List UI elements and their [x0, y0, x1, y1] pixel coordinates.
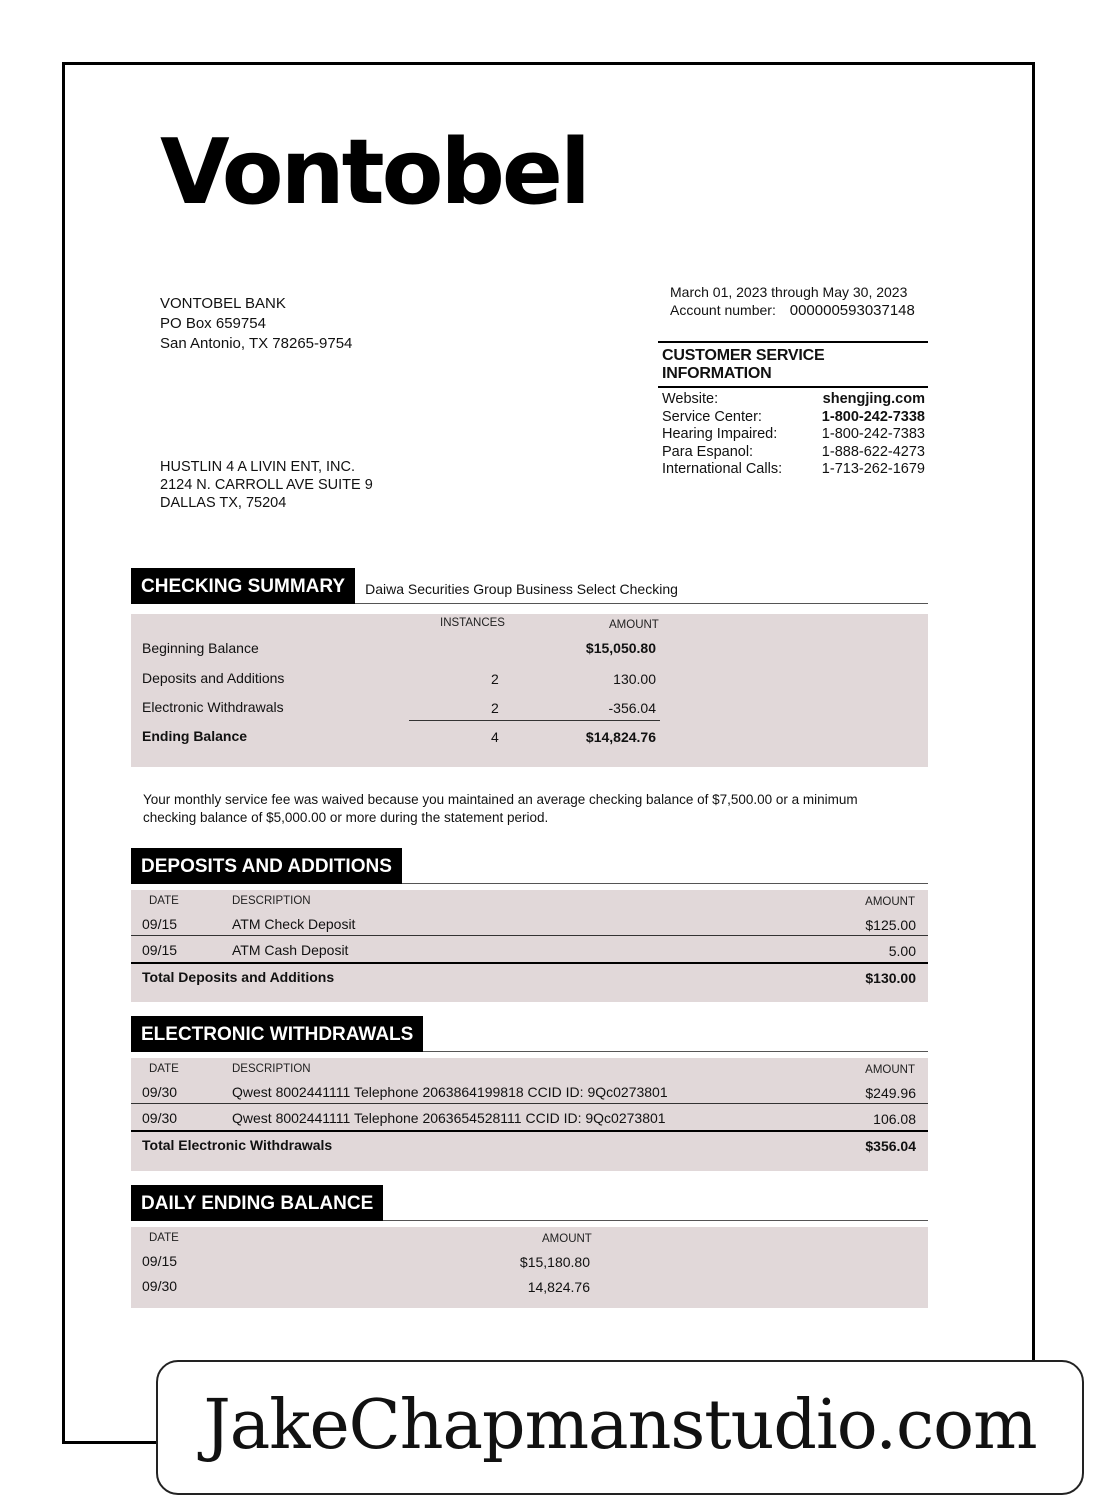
section-rule — [402, 847, 928, 884]
csi-value: 1-713-262-1679 — [821, 461, 925, 477]
col-description: DESCRIPTION — [232, 1063, 311, 1075]
summary-instances: 4 — [491, 729, 499, 745]
deposits-header — [131, 848, 928, 884]
watermark-banner: JakeChapmanstudio.com — [156, 1360, 1084, 1495]
section-rule — [423, 1015, 928, 1052]
col-description: DESCRIPTION — [232, 895, 311, 907]
bank-logo: Vontobel — [160, 120, 588, 225]
csi-label: Hearing Impaired: — [662, 426, 778, 442]
col-date: DATE — [149, 1063, 179, 1075]
recipient-address-line1: 2124 N. CARROLL AVE SUITE 9 — [160, 477, 373, 493]
deposit-date: 09/15 — [142, 942, 178, 958]
bank-address-line2: San Antonio, TX 78265-9754 — [160, 335, 353, 352]
summary-label: Deposits and Additions — [142, 670, 285, 686]
balance-date: 09/15 — [142, 1253, 178, 1269]
section-rule — [383, 1184, 928, 1221]
withdrawals-total: $356.04 — [865, 1138, 916, 1154]
csi-website[interactable]: shengjing.com — [822, 391, 925, 407]
deposit-description: ATM Cash Deposit — [232, 942, 349, 958]
withdrawal-date: 09/30 — [142, 1084, 178, 1100]
total-divider — [131, 962, 928, 964]
bank-name: VONTOBEL BANK — [160, 295, 286, 312]
withdrawal-amount: 106.08 — [873, 1111, 916, 1127]
deposits-total: $130.00 — [865, 970, 916, 986]
withdrawal-description: Qwest 8002441111 Telephone 2063654528111 CCID ID: 9Qc0273801 — [232, 1110, 666, 1126]
withdrawals-panel — [131, 1058, 928, 1171]
recipient-name: HUSTLIN 4 A LIVIN ENT, INC. — [160, 459, 355, 475]
withdrawal-description: Qwest 8002441111 Telephone 2063864199818 CCID ID: 9Qc0273801 — [232, 1084, 668, 1100]
row-divider — [131, 935, 928, 936]
balance-amount: $15,180.80 — [519, 1254, 590, 1270]
total-divider — [131, 1130, 928, 1132]
csi-label: Website: — [662, 391, 719, 407]
csi-value: 1-800-242-7338 — [821, 408, 925, 425]
summary-instances: 2 — [491, 700, 499, 716]
csi-row — [658, 391, 928, 409]
csi-row — [658, 461, 928, 479]
csi-row — [658, 409, 928, 427]
balance-amount: 14,824.76 — [527, 1279, 590, 1295]
csi-value: 1-800-242-7383 — [821, 426, 925, 442]
section-title: DAILY ENDING BALANCE — [131, 1185, 383, 1221]
deposits-total-label: Total Deposits and Additions — [142, 969, 335, 985]
deposit-date: 09/15 — [142, 916, 178, 932]
col-date: DATE — [149, 1232, 179, 1244]
section-title: CHECKING SUMMARY — [131, 568, 355, 604]
summary-amount: $15,050.80 — [585, 640, 656, 656]
csi-label: Para Espanol: — [662, 443, 754, 460]
csi-row — [658, 444, 928, 462]
withdrawal-date: 09/30 — [142, 1110, 178, 1126]
summary-instances: 2 — [491, 671, 499, 687]
summary-divider — [409, 720, 660, 721]
section-title: DEPOSITS AND ADDITIONS — [131, 848, 402, 884]
col-amount: AMOUNT — [542, 1233, 592, 1245]
csi-label: Service Center: — [662, 408, 762, 425]
account-number: 000000593037148 — [789, 302, 915, 319]
daily-balance-panel — [131, 1227, 928, 1308]
recipient-address-line2: DALLAS TX, 75204 — [160, 495, 287, 511]
customer-service-box — [658, 341, 928, 479]
deposit-description: ATM Check Deposit — [232, 916, 356, 932]
col-instances: INSTANCES — [440, 617, 505, 629]
statement-period-block — [670, 283, 915, 320]
deposit-amount: $125.00 — [865, 917, 916, 933]
col-amount: AMOUNT — [609, 619, 659, 631]
checking-summary-header — [131, 568, 928, 604]
bank-address-line1: PO Box 659754 — [160, 315, 266, 332]
withdrawals-header — [131, 1016, 928, 1052]
summary-amount: $14,824.76 — [585, 729, 656, 745]
summary-amount: -356.04 — [608, 700, 656, 716]
account-number-row — [670, 301, 915, 320]
withdrawal-amount: $249.96 — [865, 1085, 916, 1101]
customer-service-title: CUSTOMER SERVICE INFORMATION — [658, 341, 928, 388]
summary-amount: 130.00 — [613, 671, 656, 687]
fee-waiver-note: Your monthly service fee was waived because you maintained an average checking balance of $7,500.00 or a minimum checking balance of $5,000.00 or more during the statement period. — [143, 792, 858, 825]
withdrawals-total-label: Total Electronic Withdrawals — [142, 1137, 333, 1153]
deposits-panel — [131, 890, 928, 1002]
bank-address — [160, 294, 352, 354]
account-number-label: Account number: — [670, 302, 776, 318]
balance-date: 09/30 — [142, 1278, 178, 1294]
summary-label: Beginning Balance — [142, 640, 259, 656]
statement-period: March 01, 2023 through May 30, 2023 — [670, 284, 908, 300]
col-date: DATE — [149, 895, 179, 907]
csi-value: 1-888-622-4273 — [821, 443, 925, 460]
daily-balance-header — [131, 1185, 928, 1221]
csi-row — [658, 426, 928, 444]
col-amount: AMOUNT — [865, 1064, 915, 1076]
row-divider — [131, 1103, 928, 1104]
summary-label: Ending Balance — [142, 728, 248, 744]
col-amount: AMOUNT — [865, 896, 915, 908]
section-title: ELECTRONIC WITHDRAWALS — [131, 1016, 423, 1052]
summary-label: Electronic Withdrawals — [142, 699, 284, 715]
csi-label: International Calls: — [662, 461, 783, 477]
deposit-amount: 5.00 — [888, 943, 916, 959]
checking-summary-panel — [131, 614, 928, 767]
account-type: Daiwa Securities Group Business Select Checking — [355, 567, 928, 604]
recipient-address — [160, 458, 373, 512]
